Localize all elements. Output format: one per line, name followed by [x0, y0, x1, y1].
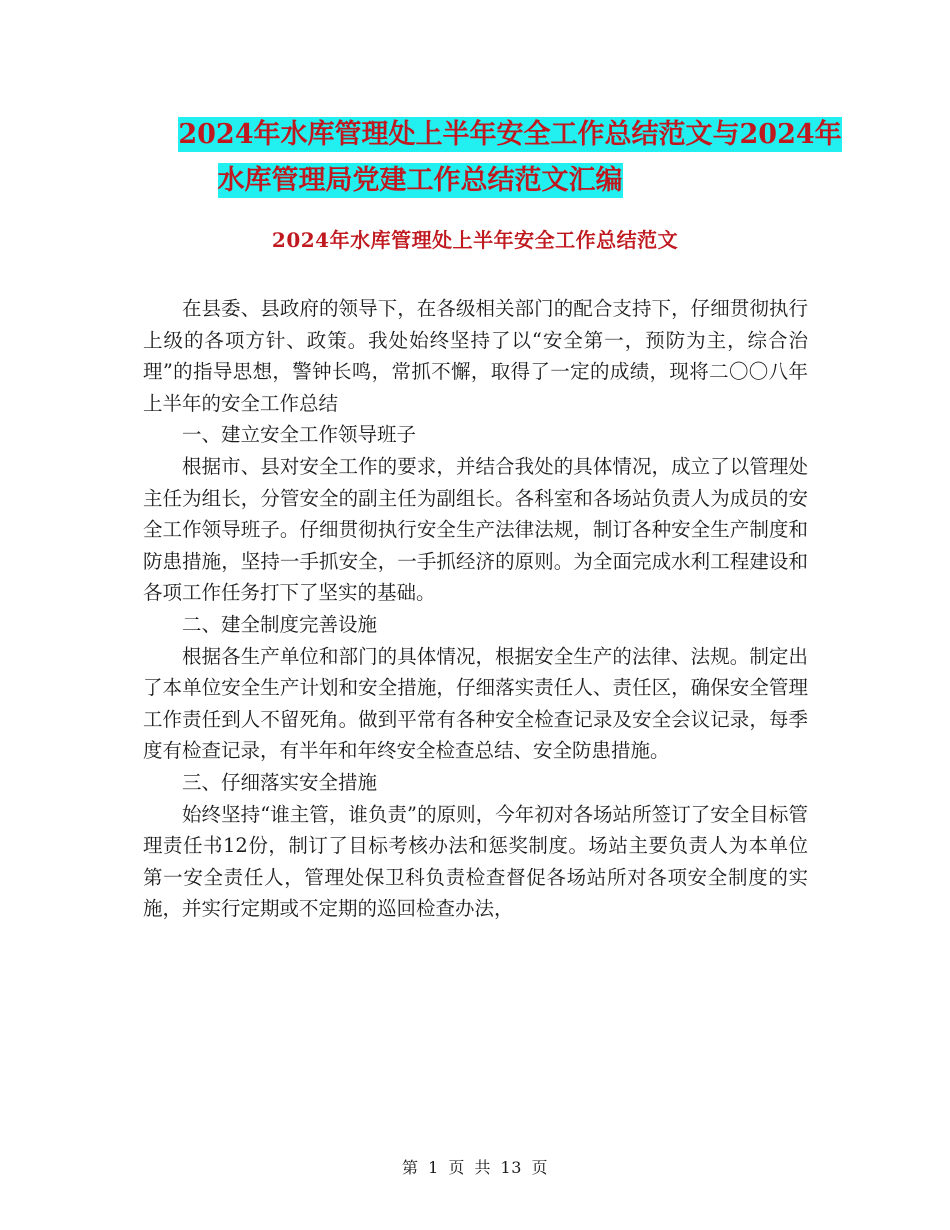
paragraph-intro: 在县委、县政府的领导下，在各级相关部门的配合支持下，仔细贯彻执行上级的各项方针、政策。我处始终坚持了以“安全第一，预防为主，综合治理”的指导思想，警钟长鸣，常抓不懈，取得了一定的成绩，现将二〇〇八年上半年的安全工作总结	[143, 297, 808, 415]
heading-3: 三、仔细落实安全措施	[182, 770, 378, 794]
document-title-line-2: 水库管理局党建工作总结范文汇编	[217, 165, 623, 196]
document-title	[0, 112, 950, 204]
heading-1: 一、建立安全工作领导班子	[182, 423, 417, 447]
paragraph-2: 根据各生产单位和部门的具体情况，根据安全生产的法律、法规。制定出了本单位安全生产计划和安全措施，仔细落实责任人、责任区，确保安全管理工作责任到人不留死角。做到平常有各种安全检查记录及安全会议记录，每季度有检查记录，有半年和年终安全检查总结、安全防患措施。	[143, 644, 808, 763]
paragraph-3: 始终坚持“谁主管，谁负责”的原则，今年初对各场站所签订了安全目标管理责任书12份，制订了目标考核办法和惩奖制度。场站主要负责人为本单位第一安全责任人，管理处保卫科负责检查督促各场站所对各项安全制度的实施，并实行定期或不定期的巡回检查办法，	[143, 802, 808, 921]
paragraph-1: 根据市、县对安全工作的要求，并结合我处的具体情况，成立了以管理处主任为组长，分管安全的副主任为副组长。各科室和各场站负责人为成员的安全工作领导班子。仔细贯彻执行安全生产法律法规，制订各种安全生产制度和防患措施，坚持一手抓安全，一手抓经济的原则。为全面完成水利工程建设和各项工作任务打下了坚实的基础。	[143, 454, 808, 605]
document-title-line-1: 2024年水库管理处上半年安全工作总结范文与2024年	[178, 119, 842, 150]
section-title: 2024年水库管理处上半年安全工作总结范文	[271, 228, 679, 252]
heading-2: 二、建全制度完善设施	[182, 612, 378, 636]
page-footer: 第 1 页 共 13 页	[402, 1158, 548, 1177]
document-body	[143, 293, 808, 925]
